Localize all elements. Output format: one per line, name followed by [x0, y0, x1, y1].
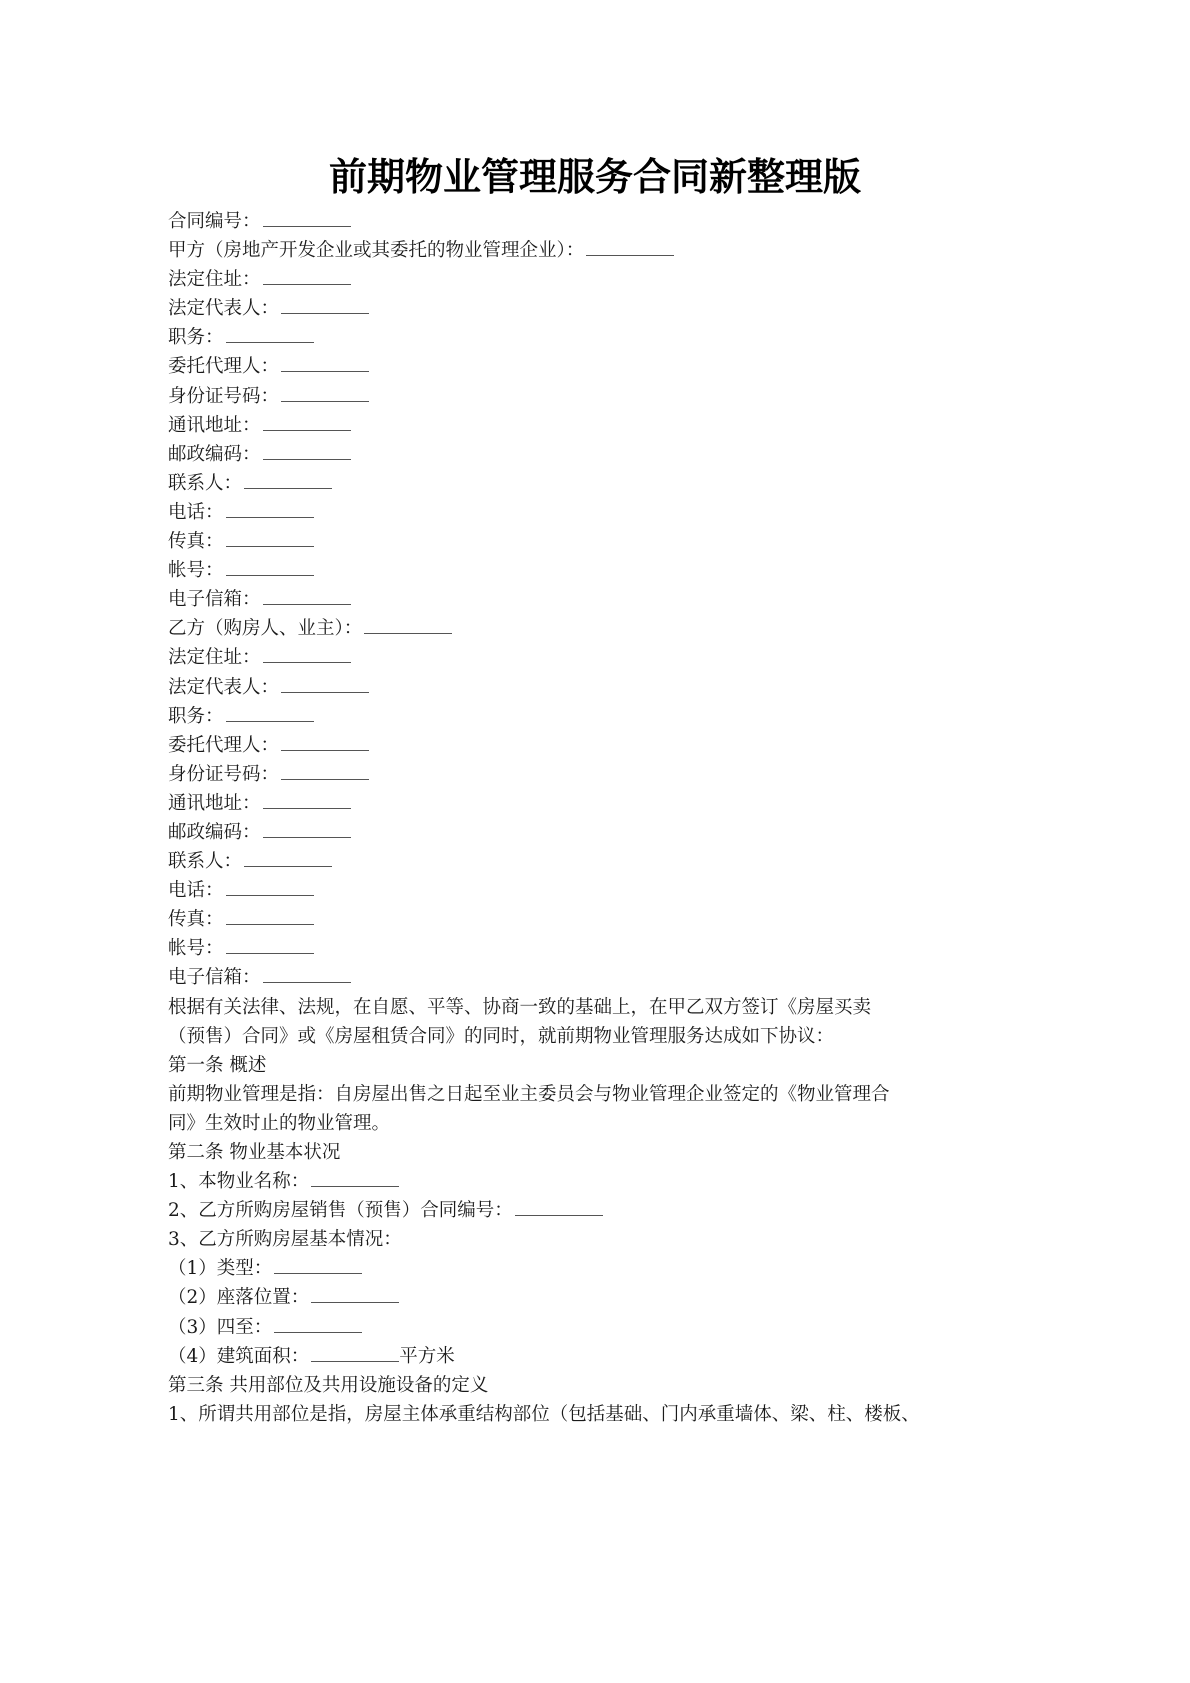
document-line [168, 411, 1038, 440]
fill-in-blank[interactable] [281, 762, 369, 780]
document-line [168, 1167, 1038, 1196]
fill-in-blank[interactable] [311, 1344, 399, 1362]
fill-in-blank[interactable] [281, 675, 369, 693]
line-text: 甲方（房地产开发企业或其委托的物业管理企业）： [168, 240, 585, 262]
fill-in-blank[interactable] [281, 296, 369, 314]
line-text: 电话： [168, 880, 224, 902]
line-text: 职务： [168, 327, 224, 349]
fill-in-blank[interactable] [263, 965, 351, 983]
fill-in-blank[interactable] [281, 354, 369, 372]
line-text: 传真： [168, 531, 224, 553]
line-text: 乙方（购房人、业主）： [168, 618, 363, 640]
fill-in-blank[interactable] [226, 878, 314, 896]
line-text: 帐号： [168, 938, 224, 960]
line-text: 传真： [168, 909, 224, 931]
document-line [168, 1225, 1038, 1254]
document-line [168, 731, 1038, 760]
line-text: 身份证号码： [168, 763, 280, 785]
fill-in-blank[interactable] [226, 704, 314, 722]
document-line [168, 556, 1038, 585]
fill-in-blank[interactable] [515, 1198, 603, 1216]
document-line [168, 323, 1038, 352]
document-line [168, 352, 1038, 381]
document-line [168, 963, 1038, 992]
document-line [168, 934, 1038, 963]
fill-in-blank[interactable] [263, 791, 351, 809]
line-text: 法定代表人： [168, 298, 280, 320]
fill-in-blank[interactable] [281, 733, 369, 751]
document-line [168, 440, 1038, 469]
line-text: 职务： [168, 705, 224, 727]
line-text: 第一条 概述 [168, 1054, 267, 1076]
document-line [168, 1138, 1038, 1167]
fill-in-blank[interactable] [586, 238, 674, 256]
line-text: 根据有关法律、法规，在自愿、平等、协商一致的基础上，在甲乙双方签订《房屋买卖 [168, 996, 872, 1018]
line-text: 1、本物业名称： [168, 1171, 310, 1193]
line-text: 法定住址： [168, 647, 261, 669]
line-text: （3）四至： [168, 1316, 273, 1338]
line-text: 委托代理人： [168, 734, 280, 756]
fill-in-blank[interactable] [263, 442, 351, 460]
line-text: 2、乙方所购房屋销售（预售）合同编号： [168, 1200, 513, 1222]
line-text: 通讯地址： [168, 414, 261, 436]
unit-suffix: 平方米 [399, 1345, 455, 1367]
document-line [168, 614, 1038, 643]
document-line [168, 1313, 1038, 1342]
document-line [168, 1254, 1038, 1283]
line-text: 电话： [168, 501, 224, 523]
line-text: 法定代表人： [168, 676, 280, 698]
document-line [168, 760, 1038, 789]
fill-in-blank[interactable] [244, 849, 332, 867]
fill-in-blank[interactable] [311, 1169, 399, 1187]
document-line [168, 1022, 1038, 1051]
document-line [168, 294, 1038, 323]
document-line [168, 585, 1038, 614]
line-text: 邮政编码： [168, 821, 261, 843]
line-text: 1、所谓共用部位是指，房屋主体承重结构部位（包括基础、门内承重墙体、梁、柱、楼板、 [168, 1403, 920, 1425]
fill-in-blank[interactable] [263, 267, 351, 285]
line-text: 3、乙方所购房屋基本情况： [168, 1229, 402, 1251]
line-text: 帐号： [168, 560, 224, 582]
document-line [168, 382, 1038, 411]
document-title: 前期物业管理服务合同新整理版 [328, 155, 861, 199]
document-line [168, 1371, 1038, 1400]
document-line [168, 1080, 1038, 1109]
document-line [168, 498, 1038, 527]
document-line [168, 818, 1038, 847]
document-line [168, 1342, 1038, 1371]
line-text: 邮政编码： [168, 443, 261, 465]
line-text: 身份证号码： [168, 385, 280, 407]
fill-in-blank[interactable] [263, 413, 351, 431]
fill-in-blank[interactable] [226, 325, 314, 343]
document-line [168, 236, 1038, 265]
document-line [168, 643, 1038, 672]
document-line [168, 1283, 1038, 1312]
fill-in-blank[interactable] [274, 1256, 362, 1274]
line-text: （4）建筑面积： [168, 1345, 310, 1367]
fill-in-blank[interactable] [364, 616, 452, 634]
line-text: （1）类型： [168, 1258, 273, 1280]
document-line [168, 847, 1038, 876]
line-text: 联系人： [168, 851, 243, 873]
document-line [168, 673, 1038, 702]
fill-in-blank[interactable] [263, 645, 351, 663]
fill-in-blank[interactable] [244, 471, 332, 489]
document-line [168, 265, 1038, 294]
line-text: 同》生效时止的物业管理。 [168, 1112, 391, 1134]
fill-in-blank[interactable] [226, 529, 314, 547]
fill-in-blank[interactable] [274, 1315, 362, 1333]
line-text: 电子信箱： [168, 589, 261, 611]
document-line [168, 1051, 1038, 1080]
document-line [168, 876, 1038, 905]
document-line [168, 1196, 1038, 1225]
document-line [168, 905, 1038, 934]
fill-in-blank[interactable] [263, 209, 351, 227]
line-text: 联系人： [168, 472, 243, 494]
line-text: 前期物业管理是指：自房屋出售之日起至业主委员会与物业管理企业签定的《物业管理合 [168, 1083, 890, 1105]
fill-in-blank[interactable] [281, 384, 369, 402]
fill-in-blank[interactable] [226, 500, 314, 518]
fill-in-blank[interactable] [226, 936, 314, 954]
document-line [168, 1109, 1038, 1138]
line-text: 通讯地址： [168, 792, 261, 814]
fill-in-blank[interactable] [263, 820, 351, 838]
fill-in-blank[interactable] [263, 587, 351, 605]
line-text: 第二条 物业基本状况 [168, 1142, 341, 1163]
document-line [168, 1400, 1038, 1429]
line-text: 委托代理人： [168, 356, 280, 378]
document-line [168, 702, 1038, 731]
document-line [168, 527, 1038, 556]
document-line [168, 993, 1038, 1022]
line-text: （预售）合同》或《房屋租赁合同》的同时，就前期物业管理服务达成如下协议： [168, 1025, 835, 1047]
line-text: 法定住址： [168, 269, 261, 291]
document-body [168, 207, 1038, 1429]
fill-in-blank[interactable] [311, 1285, 399, 1303]
fill-in-blank[interactable] [226, 907, 314, 925]
line-text: 合同编号： [168, 211, 261, 232]
document-line [168, 789, 1038, 818]
fill-in-blank[interactable] [226, 558, 314, 576]
document-line [168, 207, 1038, 236]
line-text: 第三条 共用部位及共用设施设备的定义 [168, 1374, 489, 1396]
line-text: （2）座落位置： [168, 1287, 310, 1309]
document-line [168, 469, 1038, 498]
line-text: 电子信箱： [168, 967, 261, 989]
